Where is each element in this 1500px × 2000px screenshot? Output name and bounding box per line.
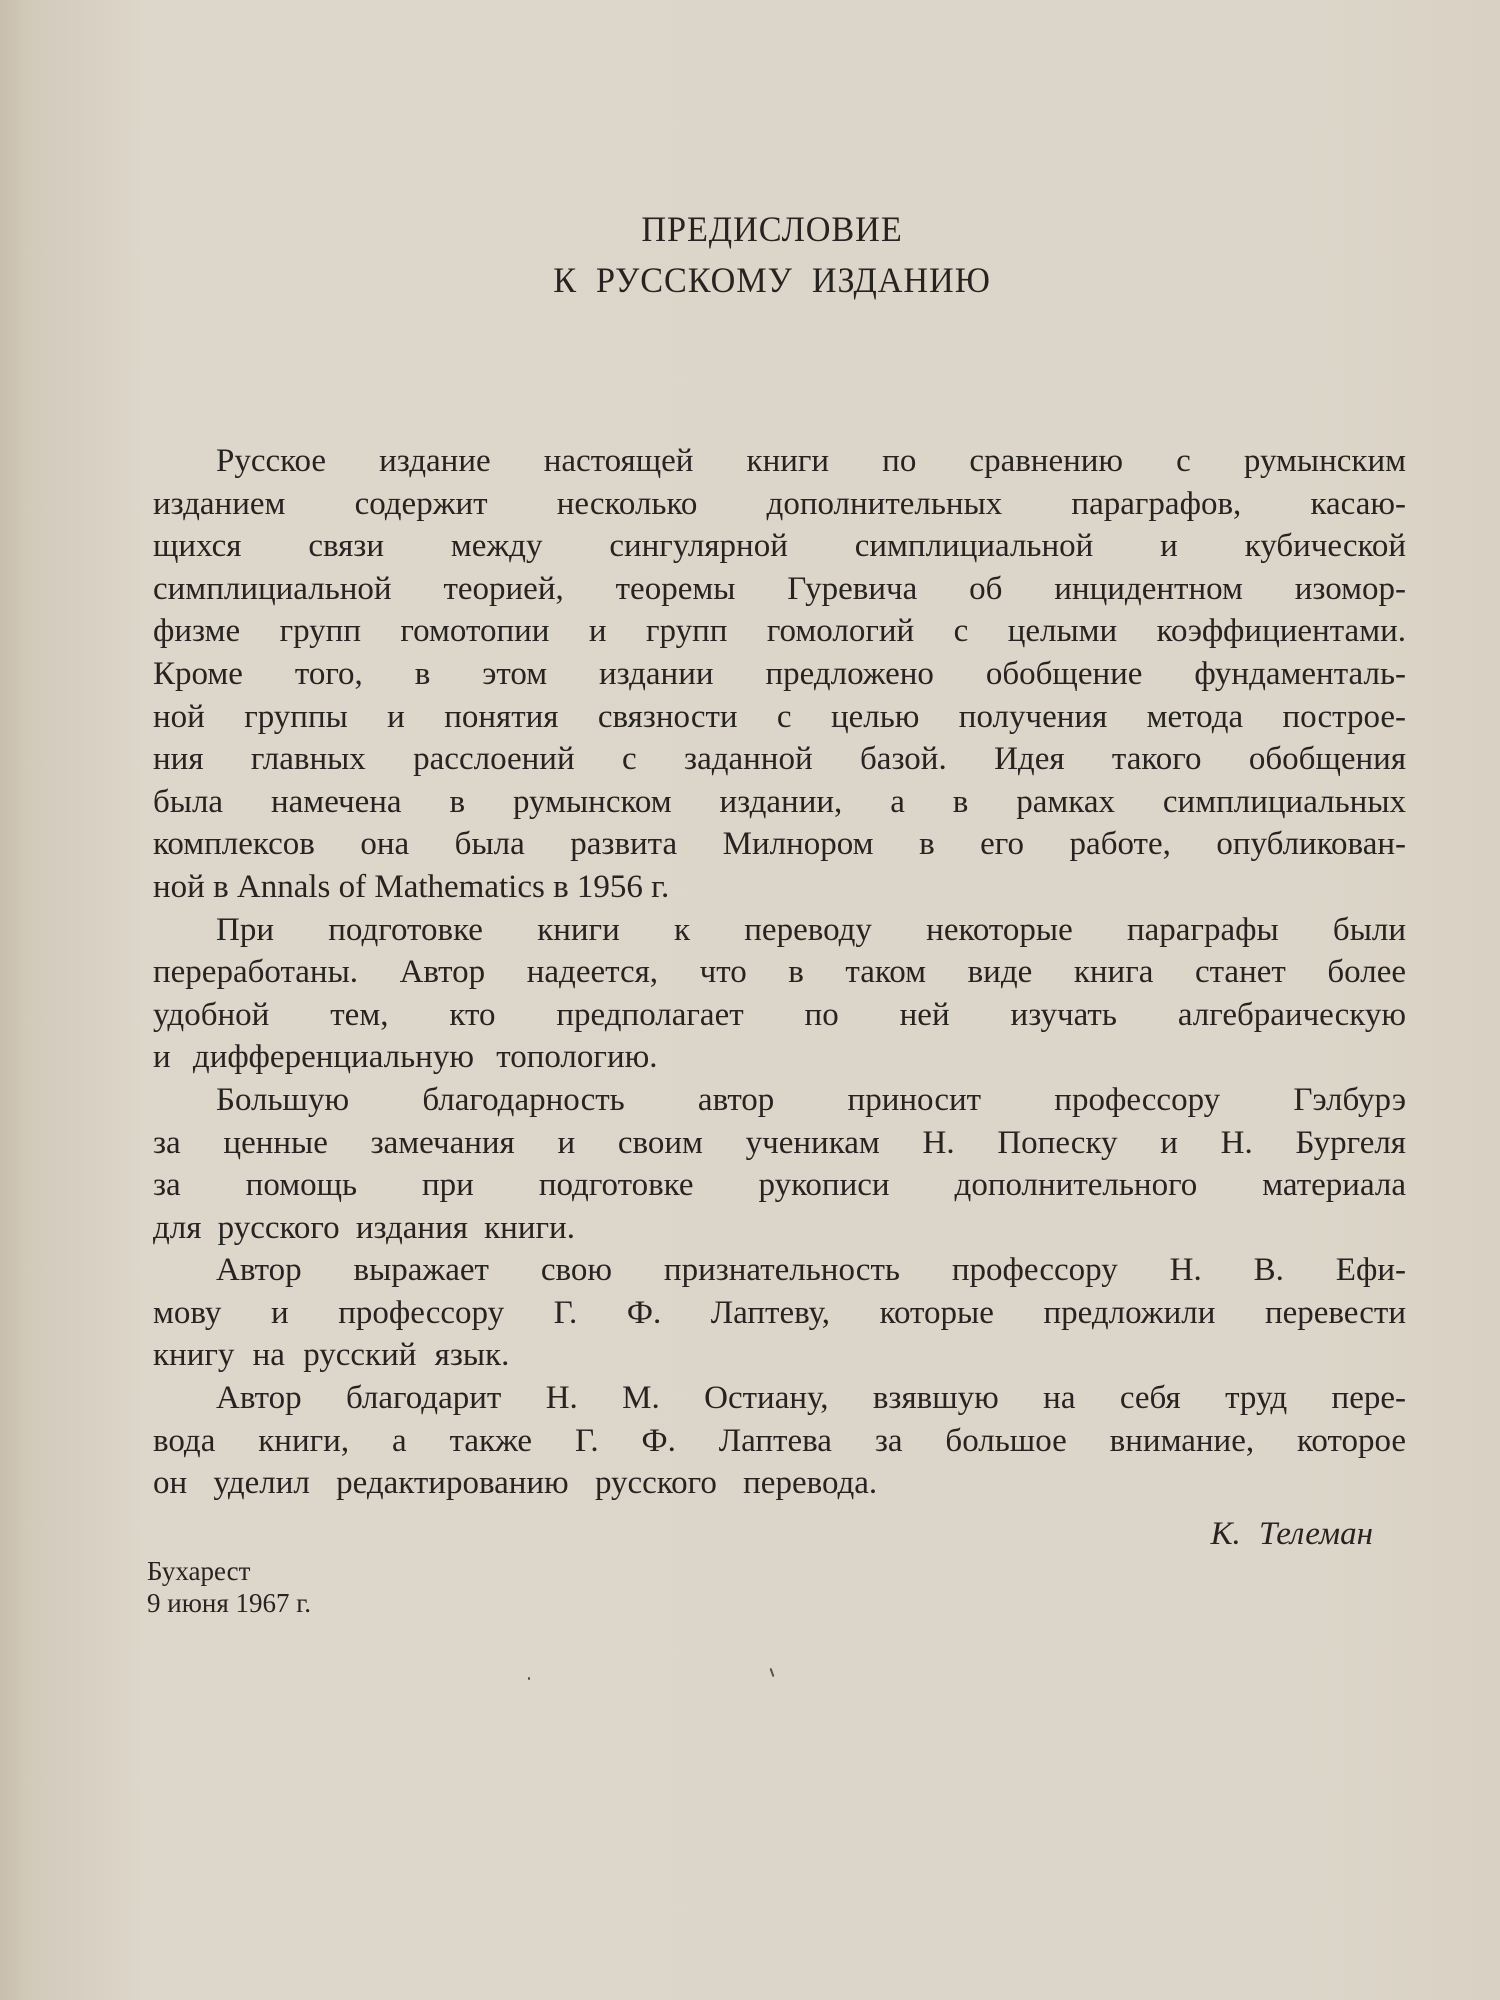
paragraph [153,1377,1406,1505]
page-title-line-2: К РУССКОМУ ИЗДАНИЮ [553,260,991,300]
date: 9 июня 1967 г. [147,1588,312,1618]
text-line: удобной тем, кто предполагает по ней изучать алгебраическую [153,996,1406,1033]
text-line: мову и профессору Г. Ф. Лаптеву, которые предложили перевести [153,1294,1406,1331]
page-title-line-1: ПРЕДИСЛОВИЕ [641,209,903,249]
text-line: за ценные замечания и своим ученикам Н. Попеску и Н. Бургеля [153,1124,1406,1161]
place-and-date [147,1555,311,1619]
place: Бухарест [147,1556,251,1586]
text-line: для русского издания книги. [153,1209,575,1246]
text-line: переработаны. Автор надеется, что в таком виде книга станет более [153,954,1406,991]
text-line: Автор благодарит Н. М. Остиану, взявшую на себя труд пере- [216,1380,1406,1417]
author-signature: К. Телеман [1210,1516,1373,1552]
text-line: Автор выражает свою признательность профессору Н. В. Ефи- [216,1252,1406,1289]
text-line: комплексов она была развита Милнором в его работе, опубликован- [153,826,1406,863]
text-line: При подготовке книги к переводу некоторые параграфы были [216,911,1406,948]
text-line: Большую благодарность автор приносит профессору Гэлбурэ [216,1081,1406,1118]
text-line: изданием содержит несколько дополнительных параграфов, касаю- [153,485,1406,522]
paragraph [153,909,1406,1079]
text-line: Кроме того, в этом издании предложено обобщение фундаменталь- [153,655,1406,692]
paragraph [153,440,1406,909]
paragraph [153,1249,1406,1377]
text-line: ной в Annals of Mathematics в 1956 г. [153,868,670,905]
text-line: симплициальной теорией, теоремы Гуревича об инцидентном изомор- [153,570,1406,607]
text-line: была намечена в румынском издании, а в рамках симплициальных [153,783,1406,820]
text-line: ния главных расслоений с заданной базой. Идея такого обобщения [153,741,1406,778]
text-line: Русское издание настоящей книги по сравнению с румынским [216,443,1406,479]
text-line: ной группы и понятия связности с целью получения метода построе- [153,698,1406,735]
paragraph [153,1079,1406,1249]
paper-speck [770,1668,775,1677]
preface-body [153,440,1406,1505]
paper-speck [528,1677,530,1680]
text-line: физме групп гомотопии и групп гомологий с целыми коэффициентами. [153,613,1406,650]
text-line: он уделил редактированию русского перевода. [153,1465,878,1502]
text-line: за помощь при подготовке рукописи дополнительного материала [153,1167,1406,1204]
text-line: книгу на русский язык. [153,1337,510,1374]
text-line: щихся связи между сингулярной симплициальной и кубической [153,528,1406,565]
text-line: вода книги, а также Г. Ф. Лаптева за большое внимание, которое [153,1422,1406,1459]
text-line: и дифференциальную топологию. [153,1039,658,1076]
